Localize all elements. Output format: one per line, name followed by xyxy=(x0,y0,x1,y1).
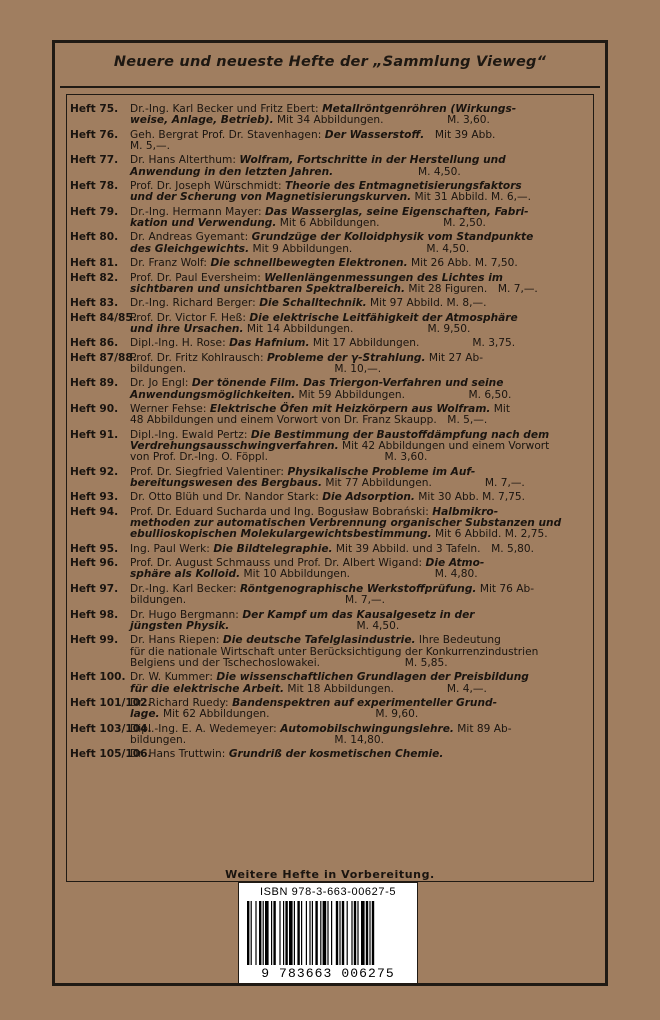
heft-details: Mit 48 Abbildungen und einem Vorwort von Dr. Franz Skaupp. M. 5,—. xyxy=(130,403,510,427)
heft-author: Dr.-Ing. Karl Becker: xyxy=(130,582,241,595)
heft-details: Mit 26 Abb. M. 7,50. xyxy=(407,257,518,270)
heft-details: Mit 77 Abbildungen. M. 7,—. xyxy=(321,477,525,490)
heft-title: Die Adsorption. xyxy=(322,491,415,504)
heft-author: Dr.-Ing. Karl Becker und Fritz Ebert: xyxy=(130,103,323,115)
heft-title: Physikalische Probleme im Auf- bereitungswesen des Bergbaus. xyxy=(130,465,476,490)
barcode-bar xyxy=(259,901,261,965)
heft-entry xyxy=(70,724,584,747)
heft-title: Die Bildtelegraphie. xyxy=(213,542,333,555)
heft-entry xyxy=(70,610,584,633)
heft-details: Mit 39 Abbild. und 3 Tafeln. M. 5,80. xyxy=(332,542,534,555)
heft-title: Der Wasserstoff. xyxy=(324,128,425,141)
heft-description xyxy=(130,584,584,607)
barcode-bar xyxy=(336,901,338,965)
heft-title: Metallröntgenröhren (Wirkungs- weise, Anlage, Betrieb). xyxy=(130,103,517,127)
barcode-bar xyxy=(347,901,348,965)
heft-title: Grundriß der kosmetischen Chemie. xyxy=(228,748,444,761)
heft-number: Heft 101/102. xyxy=(70,696,152,709)
heft-details: Mit 30 Abb. M. 7,75. xyxy=(414,491,526,504)
heft-number: Heft 80. xyxy=(70,231,119,244)
heft-author: Geh. Bergrat Prof. Dr. Stavenhagen: xyxy=(130,128,325,141)
heft-author: Dr. Hans Alterthum: xyxy=(130,154,240,167)
heft-author: Werner Fehse: xyxy=(130,403,210,416)
heft-details: Mit 28 Figuren. M. 7,—. xyxy=(405,282,538,295)
heft-entry xyxy=(70,353,584,376)
heft-number: Heft 83. xyxy=(70,297,119,310)
barcode-bar xyxy=(283,901,284,965)
barcode-bar xyxy=(351,901,352,965)
heft-entry xyxy=(70,104,584,127)
heft-author: Dipl.-Ing. H. Rose: xyxy=(130,337,230,350)
heft-title: Röntgenographische Werkstoffprüfung. xyxy=(240,582,477,595)
heft-title: Das Hafnium. xyxy=(229,337,310,350)
heft-author: Prof. Dr. Siegfried Valentiner: xyxy=(130,465,288,478)
heft-details: Mit 76 Ab- bildungen. M. 7,—. xyxy=(130,582,535,607)
heft-details: Ihre Bedeutung für die nationale Wirtschaft unter Berücksichtigung der Konkurrenzindustrien Belgiens und der Tschechoslowakei. M. 5,85. xyxy=(130,634,539,669)
heft-number: Heft 82. xyxy=(70,271,119,284)
heft-number: Heft 97. xyxy=(70,582,119,595)
heft-number: Heft 100. xyxy=(70,671,126,684)
barcode-bar xyxy=(369,901,370,965)
barcode-bar xyxy=(339,901,340,965)
heft-title: Bandenspektren auf experimenteller Grund- lage. xyxy=(130,696,497,721)
title-divider xyxy=(60,86,600,88)
heft-description xyxy=(130,273,584,296)
heft-entry xyxy=(70,698,584,721)
heft-title: Die schnellbewegten Elektronen. xyxy=(210,257,408,270)
heft-description xyxy=(130,749,584,760)
heft-entry xyxy=(70,273,584,296)
heft-number: Heft 92. xyxy=(70,465,119,478)
barcode-bar xyxy=(247,901,249,965)
heft-description xyxy=(130,672,584,695)
heft-details: Mit 6 Abbildungen. M. 2,50. xyxy=(276,217,486,230)
barcode-bar xyxy=(297,901,299,965)
heft-number: Heft 98. xyxy=(70,608,119,621)
heft-number: Heft 79. xyxy=(70,205,119,218)
heft-title: Automobilschwingungslehre. xyxy=(280,722,454,735)
heft-details: Mit 62 Abbildungen. M. 9,60. xyxy=(159,708,419,721)
heft-number: Heft 89. xyxy=(70,377,119,390)
barcode-bar xyxy=(320,901,321,965)
heft-number: Heft 77. xyxy=(70,154,119,167)
heft-number: Heft 105/106. xyxy=(70,748,152,761)
heft-details: Mit 59 Abbildungen. M. 6,50. xyxy=(295,388,512,401)
heft-author: Dipl.-Ing. E. A. Wedemeyer: xyxy=(130,722,281,735)
barcode-bar xyxy=(273,901,275,965)
heft-entry xyxy=(70,467,584,490)
heft-details: Mit 14 Abbildungen. M. 9,50. xyxy=(243,322,471,335)
barcode-bar xyxy=(342,901,344,965)
heft-author: Dr. Otto Blüh und Dr. Nandor Stark: xyxy=(130,491,323,504)
heft-author: Dr. Hugo Bergmann: xyxy=(130,608,243,621)
isbn-text: ISBN 978-3-663-00627-5 xyxy=(259,886,397,898)
heft-number: Heft 94. xyxy=(70,505,119,518)
heft-entry xyxy=(70,181,584,204)
barcode-bar xyxy=(354,901,356,965)
heft-author: Prof. Dr. Fritz Kohlrausch: xyxy=(130,351,267,364)
heft-author: Dr. Hans Truttwin: xyxy=(130,748,229,761)
heft-number: Heft 103/104. xyxy=(70,722,152,735)
heft-author: Dr. Franz Wolf: xyxy=(130,257,211,270)
barcode-bar xyxy=(357,901,358,965)
barcode-bar xyxy=(323,901,327,965)
heft-description xyxy=(130,430,584,464)
heft-author: Prof. Dr. Joseph Würschmidt: xyxy=(130,180,285,193)
footer-note: Weitere Hefte in Vorbereitung. xyxy=(225,868,435,881)
heft-title: Die wissenschaftlichen Grundlagen der Preisbildung für die elektrische Arbeit. xyxy=(130,671,529,695)
heft-author: Dipl.-Ing. Ewald Pertz: xyxy=(130,428,251,441)
page-title: Neuere und neueste Hefte der „Sammlung Vieweg“ xyxy=(113,54,547,70)
barcode-bar xyxy=(289,901,293,965)
heft-list xyxy=(70,104,584,764)
heft-details: Mit 42 Abbildungen und einem Vorwort von Prof. Dr.-Ing. O. Föppl. M. 3,60. xyxy=(130,440,550,464)
heft-title: Die Atmo- sphäre als Kolloid. xyxy=(130,557,485,581)
heft-title: Probleme der γ-Strahlung. xyxy=(267,351,426,364)
heft-description xyxy=(130,558,584,581)
heft-description xyxy=(130,404,584,427)
heft-author: Dr. Richard Ruedy: xyxy=(130,696,233,709)
barcode-bar xyxy=(285,901,287,965)
barcode-bar xyxy=(279,901,280,965)
barcode-bar xyxy=(301,901,302,965)
heft-description xyxy=(130,232,584,255)
heft-details: Mit 34 Abbildungen. M. 3,60. xyxy=(273,114,490,127)
heft-author: Dr.-Ing. Richard Berger: xyxy=(130,297,260,310)
barcode xyxy=(245,901,413,965)
heft-author: Ing. Paul Werk: xyxy=(130,542,214,555)
heft-number: Heft 86. xyxy=(70,337,119,350)
heft-description xyxy=(130,378,584,401)
heft-details: Mit 9 Abbildungen. M. 4,50. xyxy=(249,242,470,255)
heft-entry xyxy=(70,672,584,695)
heft-description xyxy=(130,313,584,336)
heft-number: Heft 96. xyxy=(70,557,119,570)
heft-entry xyxy=(70,258,584,269)
heft-description xyxy=(130,338,584,349)
heft-title: Die Schalltechnik. xyxy=(259,297,367,310)
heft-author: Prof. Dr. Victor F. Heß: xyxy=(130,311,250,324)
heft-author: Dr. Hans Riepen: xyxy=(130,634,223,647)
heft-number: Heft 95. xyxy=(70,542,119,555)
heft-description xyxy=(130,507,584,541)
heft-details: M. 4,50. xyxy=(229,619,400,632)
heft-description xyxy=(130,353,584,376)
heft-title: Das Wasserglas, seine Eigenschaften, Fabri- kation und Verwendung. xyxy=(130,205,529,230)
heft-description xyxy=(130,258,584,269)
heft-title: Die deutsche Tafelglasindustrie. xyxy=(222,634,416,647)
barcode-bar xyxy=(271,901,272,965)
barcode-bar xyxy=(255,901,256,965)
heft-details: Mit 39 Abb. M. 5,—. xyxy=(130,128,496,152)
heft-details: Mit 31 Abbild. M. 6,—. xyxy=(411,191,531,204)
heft-number: Heft 91. xyxy=(70,428,119,441)
heft-description xyxy=(130,181,584,204)
heft-entry xyxy=(70,558,584,581)
heft-entry xyxy=(70,298,584,309)
heft-entry xyxy=(70,232,584,255)
barcode-bar xyxy=(366,901,368,965)
heft-author: Dr. W. Kummer: xyxy=(130,671,217,684)
heft-details: Mit 27 Ab- bildungen. M. 10,—. xyxy=(130,351,484,375)
heft-number: Heft 84/85. xyxy=(70,311,137,324)
heft-description xyxy=(130,635,584,669)
heft-entry xyxy=(70,749,584,760)
heft-author: Prof. Dr. Eduard Sucharda und Ing. Bogusław Bobrański: xyxy=(130,505,433,518)
heft-details: Mit 10 Abbildungen. M. 4,80. xyxy=(240,568,478,581)
barcode-bar xyxy=(331,901,332,965)
heft-author: Prof. Dr. Paul Eversheim: xyxy=(130,271,265,284)
heft-description xyxy=(130,544,584,555)
barcode-bar xyxy=(294,901,295,965)
heft-title: Wellenlängenmessungen des Lichtes im sichtbaren und unsichtbaren Spektralbereich. xyxy=(130,271,503,295)
barcode-bar xyxy=(251,901,252,965)
barcode-bar xyxy=(361,901,365,965)
heft-entry xyxy=(70,544,584,555)
heft-details: Mit 6 Abbild. M. 2,75. xyxy=(431,528,548,541)
heft-description xyxy=(130,492,584,503)
heft-description xyxy=(130,155,584,178)
heft-description xyxy=(130,104,584,127)
barcode-bar xyxy=(263,901,264,965)
heft-description xyxy=(130,298,584,309)
barcode-bar xyxy=(306,901,307,965)
heft-number: Heft 75. xyxy=(70,103,119,115)
heft-entry xyxy=(70,313,584,336)
heft-number: Heft 93. xyxy=(70,491,119,504)
barcode-number: 9 783663 006275 xyxy=(261,966,395,981)
heft-number: Heft 99. xyxy=(70,634,119,647)
heft-entry xyxy=(70,584,584,607)
isbn-box xyxy=(238,882,418,984)
heft-entry xyxy=(70,492,584,503)
heft-details: Mit 97 Abbild. M. 8,—. xyxy=(366,297,487,310)
heft-author: Dr.-Ing. Hermann Mayer: xyxy=(130,205,266,218)
heft-title: Der tönende Film. Das Triergon-Verfahren und seine Anwendungsmöglichkeiten. xyxy=(130,377,504,401)
heft-entry xyxy=(70,378,584,401)
heft-title: Der Kampf um das Kausalgesetz in der jüngsten Physik. xyxy=(130,608,475,632)
heft-description xyxy=(130,207,584,230)
barcode-bar xyxy=(372,901,374,965)
heft-title: Theorie des Entmagnetisierungsfaktors und der Scherung von Magnetisierungskurven. xyxy=(130,180,522,204)
heft-entry xyxy=(70,207,584,230)
barcode-bar xyxy=(265,901,269,965)
heft-entry xyxy=(70,635,584,669)
heft-title: Die Bestimmung der Baustoffdämpfung nach dem Verdrehungsausschwingverfahren. xyxy=(130,428,550,453)
heft-details: Mit 89 Ab- bildungen. M. 14,80. xyxy=(130,722,512,746)
heft-entry xyxy=(70,507,584,541)
heft-description xyxy=(130,467,584,490)
heft-title: Wolfram, Fortschritte in der Herstellung und Anwendung in den letzten Jahren. xyxy=(130,154,506,178)
heft-entry xyxy=(70,155,584,178)
heft-entry xyxy=(70,338,584,349)
heft-title: Grundzüge der Kolloidphysik vom Standpunkte des Gleichgewichts. xyxy=(130,231,534,255)
heft-description xyxy=(130,610,584,633)
heft-number: Heft 78. xyxy=(70,180,119,193)
heft-details: M. 4,50. xyxy=(333,165,461,178)
heft-details: Mit 17 Abbildungen. M. 3,75. xyxy=(309,337,516,350)
heft-author: Prof. Dr. August Schmauss und Prof. Dr. Albert Wigand: xyxy=(130,557,426,570)
heft-title: Elektrische Öfen mit Heizkörpern aus Wolfram. xyxy=(209,403,491,416)
heft-number: Heft 87/88. xyxy=(70,351,137,364)
heft-number: Heft 90. xyxy=(70,403,119,416)
heft-description xyxy=(130,724,584,747)
heft-description xyxy=(130,698,584,721)
barcode-bar xyxy=(312,901,313,965)
heft-entry xyxy=(70,404,584,427)
heft-author: Dr. Jo Engl: xyxy=(130,377,192,390)
barcode-bar xyxy=(309,901,310,965)
heft-number: Heft 76. xyxy=(70,128,119,141)
heft-description xyxy=(130,130,584,153)
heft-number: Heft 81. xyxy=(70,257,119,270)
heft-title: Halbmikro- methoden zur automatischen Verbrennung organischer Substanzen und ebullioskopischen Molekulargewichtsbestimmung. xyxy=(130,505,562,541)
heft-details: Mit 18 Abbildungen. M. 4,—. xyxy=(284,682,487,695)
heft-entry xyxy=(70,130,584,153)
heft-author: Dr. Andreas Gyemant: xyxy=(130,231,252,244)
barcode-bar xyxy=(315,901,317,965)
heft-entry xyxy=(70,430,584,464)
heft-title: Die elektrische Leitfähigkeit der Atmosphäre und ihre Ursachen. xyxy=(130,311,518,335)
barcode-bar xyxy=(327,901,328,965)
